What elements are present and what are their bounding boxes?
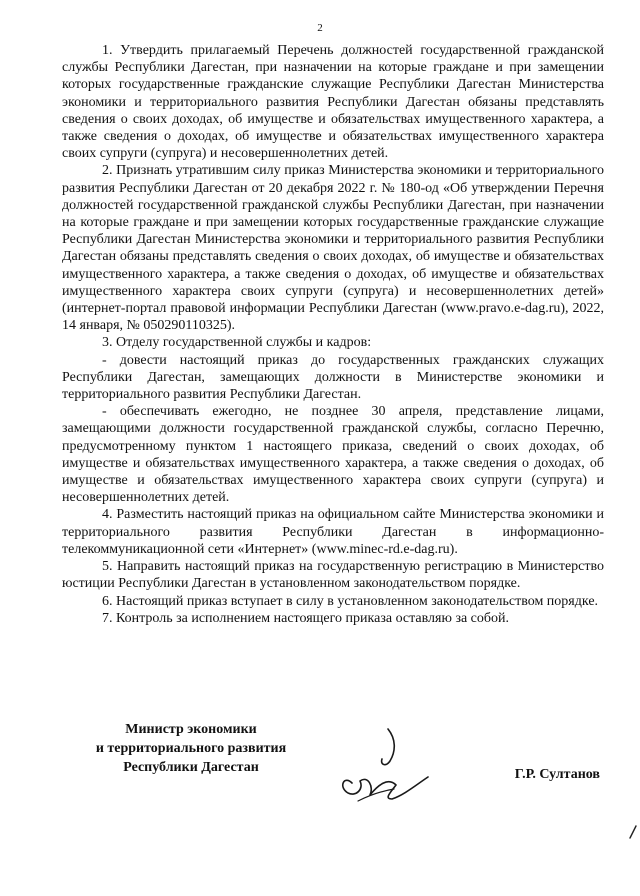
paragraph-5: 5. Направить настоящий приказ на государственную регистрацию в Министерство юстиции Республики Дагестан в установленном законодательством порядке. <box>62 559 604 592</box>
page-number: 2 <box>317 22 323 34</box>
paragraph-3: 3. Отделу государственной службы и кадров: <box>102 335 372 351</box>
signatory-title-line-2: и территориального развития <box>95 741 287 756</box>
paragraph-2: 2. Признать утратившим силу приказ Министерства экономики и территориального развития Республики Дагестан от 20 декабря 2022 г. № 180-од «Об утверждении Перечня должностей государственной гражданской службы Республики Дагестан, при назначении на которые граждане и при замещении которых государственные гражданские служащие Республики Дагестан Министерства экономики и территориального развития Республики Дагестан обязаны представлять сведения о своих доходах, об имуществе и обязательствах имущественного характера, а также сведения о доходах, об имуществе и обязательствах имущественного характера своих супруги (супруга) и несовершеннолетних детей» (интернет-портал правовой информации Республики Дагестан (www.pravo.e-dag.ru), 2022, 14 января, № 050290110325). <box>62 163 604 334</box>
signatory-title <box>76 720 306 777</box>
signatory-title-line-1: Министр экономики <box>125 722 257 737</box>
document-body <box>62 42 604 627</box>
paragraph-3-item-1: - довести настоящий приказ до государственных гражданских служащих Республики Дагестан, замещающих должности в Министерстве экономики и территориального развития Республики Дагестан. <box>62 352 604 403</box>
paragraph-1: 1. Утвердить прилагаемый Перечень должностей государственной гражданской службы Республики Дагестан, при назначении на которые граждане и при замещении которых государственные гражданские служащие Республики Дагестан Министерства экономики и территориального развития Республики Дагестан обязаны представлять сведения о своих доходах, об имуществе и обязательствах имущественного характера, а также сведения о доходах, об имуществе и обязательствах имущественного характера своих супруги (супруга) и несовершеннолетних детей. <box>62 43 604 162</box>
paragraph-3-item-2: - обеспечивать ежегодно, не позднее 30 апреля, представление лицами, замещающими должности государственной гражданской службы, согласно Перечню, предусмотренному пунктом 1 настоящего приказа, сведений о своих доходах, об имуществе и обязательствах имущественного характера, а также сведения о доходах, об имуществе и обязательствах имущественного характера своих супруги (супруга) и несовершеннолетних детей. <box>62 404 604 506</box>
paragraph-7: 7. Контроль за исполнением настоящего приказа оставляю за собой. <box>102 610 510 626</box>
signatory-name: Г.Р. Султанов <box>514 767 600 782</box>
scan-edge-mark <box>628 825 638 839</box>
handwritten-signature <box>330 725 440 805</box>
paragraph-6: 6. Настоящий приказ вступает в силу в установленном законодательством порядке. <box>102 593 599 609</box>
signatory-title-line-3: Республики Дагестан <box>123 760 259 775</box>
signature-block <box>62 720 604 810</box>
paragraph-4: 4. Разместить настоящий приказ на официальном сайте Министерства экономики и территориального развития Республики Дагестан в информационно-телекоммуникационной сети «Интернет» (www.minec-rd.e-dag.ru). <box>62 507 604 557</box>
